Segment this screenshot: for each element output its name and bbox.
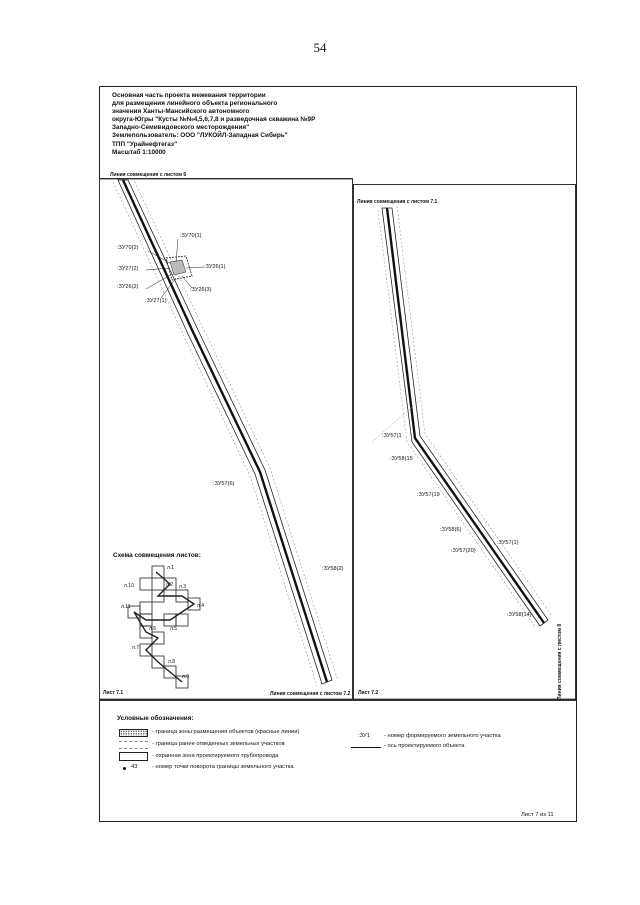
sheet2-side-overlap-label: Линия совмещения с листом 8 (557, 623, 563, 700)
scheme-sheet-label: л.4 (197, 603, 205, 609)
scheme-sheet-label: л.1 (167, 565, 175, 571)
scheme-sheet-label: л.2 (166, 582, 174, 588)
plot-label: :ЗУ58(15 (390, 456, 413, 462)
scheme-sheet-label: л.11 (121, 604, 131, 610)
scheme-title: Схема совмещения листов: (113, 552, 201, 559)
title-line: округа-Югры "Кусты №№4,5,6,7,8 и разведочная скважина №9Р (112, 116, 316, 124)
plot-label: :ЗУ58(2) (322, 566, 344, 572)
legend-item: - граница ранее отведенных земельных участков (152, 741, 285, 747)
legend-title: Условные обозначения: (117, 715, 194, 722)
plot-label: :ЗУ26(3) (190, 287, 212, 293)
plot-example: :ЗУ1 (358, 733, 370, 739)
plot-label: :ЗУ57(1) (497, 540, 519, 546)
plot-label: :ЗУ58(6) (440, 527, 462, 533)
title-line: для размещения линейного объекта регионального (112, 100, 278, 108)
title-line: значения Ханты-Мансийского автономного (112, 108, 250, 116)
scheme-sheet-label: л.5 (170, 626, 178, 632)
legend-item: - охранная зона проектируемого трубопровода (152, 753, 279, 759)
plot-label: :ЗУ57(19 (417, 492, 440, 498)
title-line: Основная часть проекта межевания территории (112, 92, 266, 99)
plot-label: :ЗУ70(1) (180, 233, 202, 239)
legend-item: - номер точки поворота границы земельного участка (152, 764, 294, 770)
legend-item: - ось проектируемого объекта (384, 743, 465, 749)
scheme-sheet-label: л.10 (124, 583, 134, 589)
sheet2-caption: Лист 7.2 (358, 690, 379, 696)
scheme-sheet-label: л.3 (179, 584, 187, 590)
point-example: 43 (131, 764, 138, 770)
legend-item: - граница зоны размещения объектов (красные линии) (152, 729, 300, 735)
turning-point-symbol (123, 767, 126, 770)
previous-plots-symbol (119, 741, 148, 749)
title-line: Западно-Семивидовского месторождения" (112, 124, 250, 132)
plot-label: :ЗУ26(2) (117, 284, 139, 290)
scheme-sheet-label: л.7 (132, 645, 140, 651)
page-number: 54 (313, 40, 327, 55)
protection-zone-symbol (119, 752, 148, 761)
sheet1-bottom-overlap-label: Линия совмещения с листом 7.2 (270, 691, 351, 697)
title-line: Землепользователь: ООО "ЛУКОЙЛ-Западная Сибирь" (112, 132, 288, 140)
sheet1-caption: Лист 7.1 (103, 690, 124, 696)
plot-label: :ЗУ57(20) (451, 548, 476, 554)
title-line: Масштаб 1:10000 (112, 148, 166, 156)
scheme-sheet-label: л.9 (182, 674, 190, 680)
sheet1-top-overlap-label: Линия совмещения с листом 6 (110, 172, 187, 178)
red-line-zone-symbol (119, 729, 148, 737)
scheme-sheet-label: л.8 (168, 659, 176, 665)
legend-item: - номер формируемого земельного участка (384, 733, 501, 739)
pipeline-axis-symbol (351, 747, 381, 748)
plot-label: :ЗУ27(1) (145, 298, 167, 304)
plot-label: :ЗУ27(2) (117, 266, 139, 272)
sheet2-top-overlap-label: Линия совмещения с листом 7.1 (357, 199, 438, 205)
scheme-sheet-label: л.6 (149, 626, 157, 632)
plot-label: :ЗУ57(6) (213, 481, 235, 487)
plot-label: :ЗУ58(14) (507, 612, 532, 618)
plot-label: :ЗУ57(1 (382, 433, 402, 439)
pipeline-corridor-sheet2 (372, 206, 552, 628)
title-line: ТПП "Урайнефтегаз" (112, 140, 178, 148)
pipeline-corridor-sheet1 (113, 178, 337, 686)
plot-label: :ЗУ26(1) (204, 264, 226, 270)
plot-label: :ЗУ70(2) (117, 245, 139, 251)
sheet-overlap-scheme (128, 566, 200, 688)
sheet-number: Лист 7 из 11 (521, 812, 554, 818)
